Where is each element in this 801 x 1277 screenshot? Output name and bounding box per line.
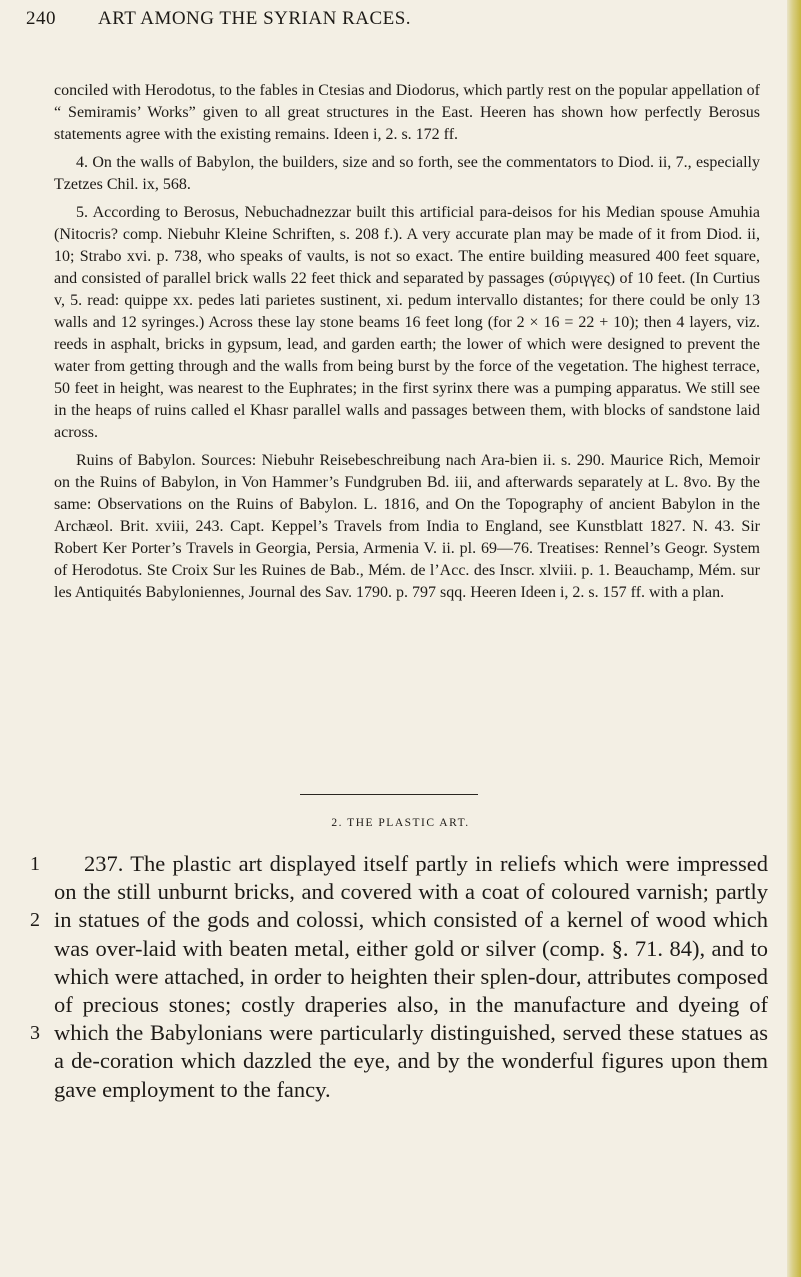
page-edge <box>787 0 801 1277</box>
margin-number: 2 <box>30 909 40 931</box>
section-divider <box>300 794 478 795</box>
page-number: 240 <box>26 8 56 29</box>
paragraph-237: 237. The plastic art displayed itself partly in reliefs which were impressed on the still unburnt bricks, and covered with a coat of coloured varnish; partly in statues of the gods and colossi, which consisted of a kernel of wood which was over-laid with beaten metal, either gold or silver (comp. §. 71. 84), and to which were attached, in order to heighten their splen-dour, attributes composed of precious stones; costly draperies also, in the manufacture and dyeing of which the Babylonians were particularly distinguished, served these statues as a de-coration which dazzled the eye, and by the wonderful figures upon them gave employment to the fancy. <box>54 851 768 1102</box>
footnote-continuation: conciled with Herodotus, to the fables in Ctesias and Diodorus, which partly rest on the popular appellation of “ Semiramis’ Works” given to all great structures in the East. Heeren has shown how perfectly Berosus statements agree with the existing remains. Ideen i, 2. s. 172 ff. <box>54 82 760 143</box>
footnote-4: 4. On the walls of Babylon, the builders, size and so forth, see the commentators to Diod. ii, 7., especially Tzetzes Chil. ix, 568. <box>54 154 760 193</box>
footnote-ruins: Ruins of Babylon. Sources: Niebuhr Reisebeschreibung nach Ara-bien ii. s. 290. Maurice Rich, Memoir on the Ruins of Babylon, in Von Hammer’s Fundgruben Bd. iii, and afterwards separately at L. 8vo. By the same: Observations on the Ruins of Babylon. L. 1816, and On the Topography of ancient Babylon in the Archæol. Brit. xviii, 243. Capt. Keppel’s Travels from India to England, see Kunstblatt 1827. N. 43. Sir Robert Ker Porter’s Travels in Georgia, Persia, Armenia V. ii. pl. 69—76. Treatises: Rennel’s Geogr. System of Herodotus. Ste Croix Sur les Ruines de Bab., Mém. de l’Acc. des Inscr. xlviii. p. 1. Beauchamp, Mém. sur les Antiquités Babyloniennes, Journal des Sav. 1790. p. 797 sqq. Heeren Ideen i, 2. s. 157 ff. with a plan. <box>54 452 760 601</box>
running-head: ART AMONG THE SYRIAN RACES. <box>98 8 412 29</box>
margin-number: 3 <box>30 1022 40 1044</box>
footnotes <box>54 80 760 610</box>
section-heading: 2. THE PLASTIC ART. <box>331 817 470 829</box>
main-text <box>54 850 768 1104</box>
margin-number: 1 <box>30 853 40 875</box>
footnote-5: 5. According to Berosus, Nebuchadnezzar built this artificial para-deisos for his Median spouse Amuhia (Nitocris? comp. Niebuhr Kleine Schriften, s. 208 f.). A very accurate plan may be made of it from Diod. ii, 10; Strabo xvi. p. 738, who speaks of vaults, is not so exact. The entire building measured 400 feet square, and consisted of parallel brick walls 22 feet thick and separated by passages (σύριγγες) of 10 feet. (In Curtius v, 5. read: quippe xx. pedes lati parietes sustinent, xi. pedum intervallo distantes; for there could be only 13 walls and 12 syringes.) Across these lay stone beams 16 feet long (for 2 × 16 = 22 + 10); then 4 layers, viz. reeds in asphalt, bricks in gypsum, lead, and garden earth; the lower of which were designed to prevent the water from getting through and the walls from being burst by the force of the vegetation. The highest terrace, 50 feet in height, was nearest to the Euphrates; in the first syrinx there was a pumping apparatus. We still see in the heaps of ruins called el Khasr parallel walls and passages between them, with blocks of sandstone laid across. <box>54 204 760 441</box>
